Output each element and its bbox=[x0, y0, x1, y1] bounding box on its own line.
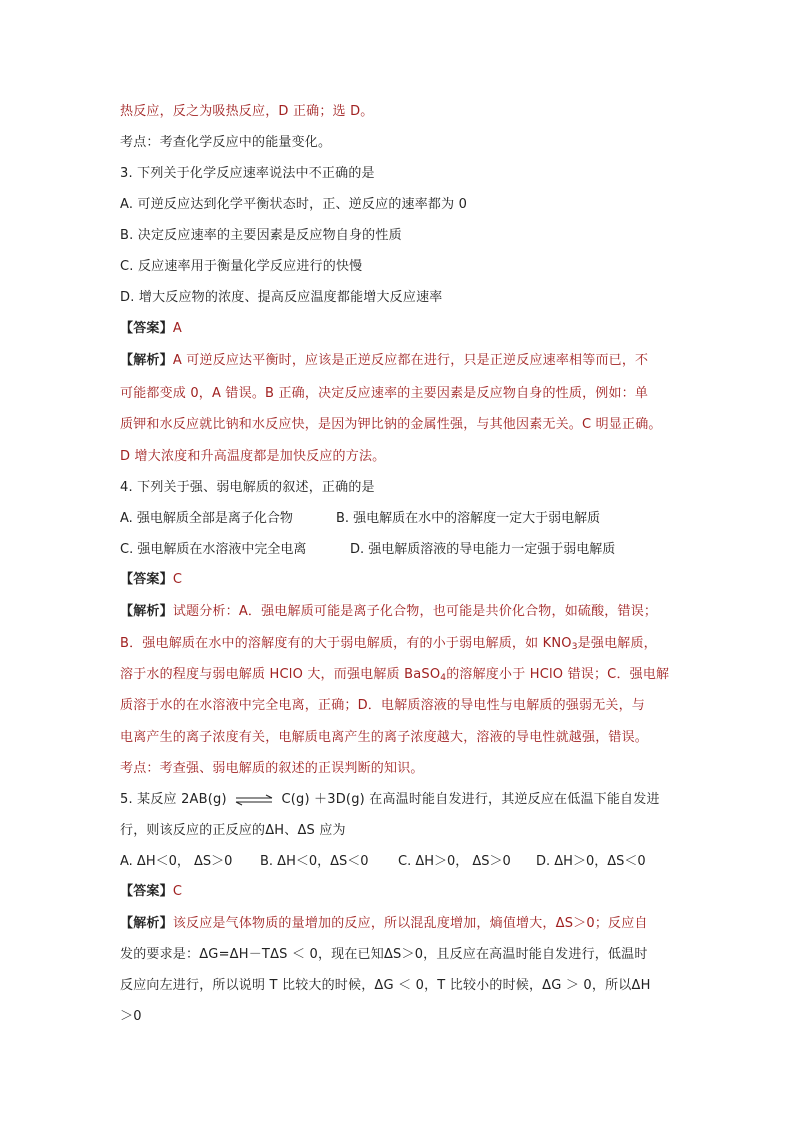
option-5c: C. ΔH＞0， ΔS＞0 bbox=[398, 854, 511, 869]
answer-value: C bbox=[172, 884, 183, 899]
analysis-text: 溶于水的程度与弱电解质 HClO 大，而强电解质 BaSO bbox=[120, 667, 441, 682]
question-text: C(g) ＋3D(g) 在高温时能自发进行，其逆反应在低温下能自发进 bbox=[281, 792, 660, 807]
option-3a: A. 可逆反应达到化学平衡状态时，正、逆反应的速率都为 0 bbox=[120, 197, 468, 212]
explanation-text: 热反应，反之为吸热反应，D 正确；选 D。 bbox=[120, 104, 374, 119]
analysis-4-line bbox=[120, 635, 657, 656]
question-5-line bbox=[120, 791, 660, 809]
answer-value: A bbox=[172, 321, 182, 336]
question-text: 5. 某反应 2AB(g) bbox=[120, 792, 227, 807]
subscript: 3 bbox=[571, 642, 578, 652]
analysis-text: 的溶解度小于 HClO 错误；C．强电解 bbox=[446, 667, 670, 682]
option-4a: A. 强电解质全部是离子化合物 bbox=[120, 511, 293, 526]
answer-label: 【答案】 bbox=[120, 321, 173, 336]
option-5a: A. ΔH＜0， ΔS＞0 bbox=[120, 854, 233, 869]
analysis-3-line: 可能都变成 0，A 错误。B 正确，决定反应速率的主要因素是反应物自身的性质，例如：单 bbox=[120, 386, 649, 401]
analysis-4-line: 质溶于水的在水溶液中完全电离，正确；D．电解质溶液的导电性与电解质的强弱无关，与 bbox=[120, 698, 646, 713]
answer-label: 【答案】 bbox=[120, 572, 173, 587]
option-3b: B. 决定反应速率的主要因素是反应物自身的性质 bbox=[120, 228, 402, 243]
analysis-label: 【解析】 bbox=[120, 916, 173, 931]
analysis-4-line bbox=[120, 603, 657, 621]
analysis-5-line: 反应向左进行，所以说明 T 比较大的时候，ΔG ＜ 0，T 比较小的时候，ΔG ＞ 0，所以ΔH bbox=[120, 978, 651, 993]
equilibrium-arrow-icon bbox=[234, 794, 274, 806]
analysis-4-line bbox=[120, 666, 669, 687]
analysis-5-line: ＞0 bbox=[120, 1009, 142, 1024]
option-4d: D. 强电解质溶液的导电能力一定强于弱电解质 bbox=[350, 542, 616, 557]
question-5-line: 行，则该反应的正反应的ΔH、ΔS 应为 bbox=[120, 823, 346, 838]
option-4b: B. 强电解质在水中的溶解度一定大于弱电解质 bbox=[336, 511, 601, 526]
subscript: 4 bbox=[440, 673, 447, 683]
analysis-5-line bbox=[120, 915, 648, 933]
question-3: 3. 下列关于化学反应速率说法中不正确的是 bbox=[120, 166, 375, 181]
text-line bbox=[120, 103, 374, 121]
option-3d: D. 增大反应物的浓度、提高反应温度都能增大反应速率 bbox=[120, 290, 443, 305]
analysis-text: 试题分析：A．强电解质可能是离子化合物，也可能是共价化合物，如硫酸，错误； bbox=[172, 604, 658, 619]
analysis-text: A 可逆反应达平衡时，应该是正逆反应都在进行，只是正逆反应速率相等而已，不 bbox=[172, 353, 649, 368]
answer-5 bbox=[120, 883, 182, 901]
answer-value: C bbox=[172, 572, 183, 587]
analysis-text: 是强电解质， bbox=[577, 636, 657, 651]
option-3c: C. 反应速率用于衡量化学反应进行的快慢 bbox=[120, 259, 363, 274]
answer-label: 【答案】 bbox=[120, 884, 173, 899]
exam-point: 考点：考查化学反应中的能量变化。 bbox=[120, 135, 332, 150]
analysis-4-line: 电离产生的离子浓度有关，电解质电离产生的离子浓度越大，溶液的导电性就越强，错误。 bbox=[120, 730, 649, 745]
analysis-3-line bbox=[120, 352, 648, 370]
option-4c: C. 强电解质在水溶液中完全电离 bbox=[120, 542, 307, 557]
answer-4 bbox=[120, 571, 182, 589]
exam-point: 考点：考查强、弱电解质的叙述的正误判断的知识。 bbox=[120, 761, 424, 776]
option-5b: B. ΔH＜0，ΔS＜0 bbox=[260, 854, 369, 869]
question-4: 4. 下列关于强、弱电解质的叙述，正确的是 bbox=[120, 480, 375, 495]
analysis-3-line: D 增大浓度和升高温度都是加快反应的方法。 bbox=[120, 449, 386, 464]
analysis-3-line: 质钾和水反应就比钠和水反应快，是因为钾比钠的金属性强，与其他因素无关。C 明显正确。 bbox=[120, 417, 662, 432]
answer-3 bbox=[120, 320, 182, 338]
analysis-text: B．强电解质在水中的溶解度有的大于弱电解质，有的小于弱电解质，如 KNO bbox=[120, 636, 572, 651]
analysis-5-line: 发的要求是：ΔG=ΔH－TΔS ＜ 0，现在已知ΔS＞0，且反应在高温时能自发进行，低温时 bbox=[120, 947, 648, 962]
analysis-label: 【解析】 bbox=[120, 353, 173, 368]
analysis-text: 该反应是气体物质的量增加的反应，所以混乱度增加，熵值增大，ΔS＞0；反应自 bbox=[172, 916, 648, 931]
option-5d: D. ΔH＞0，ΔS＜0 bbox=[536, 854, 646, 869]
analysis-label: 【解析】 bbox=[120, 604, 173, 619]
